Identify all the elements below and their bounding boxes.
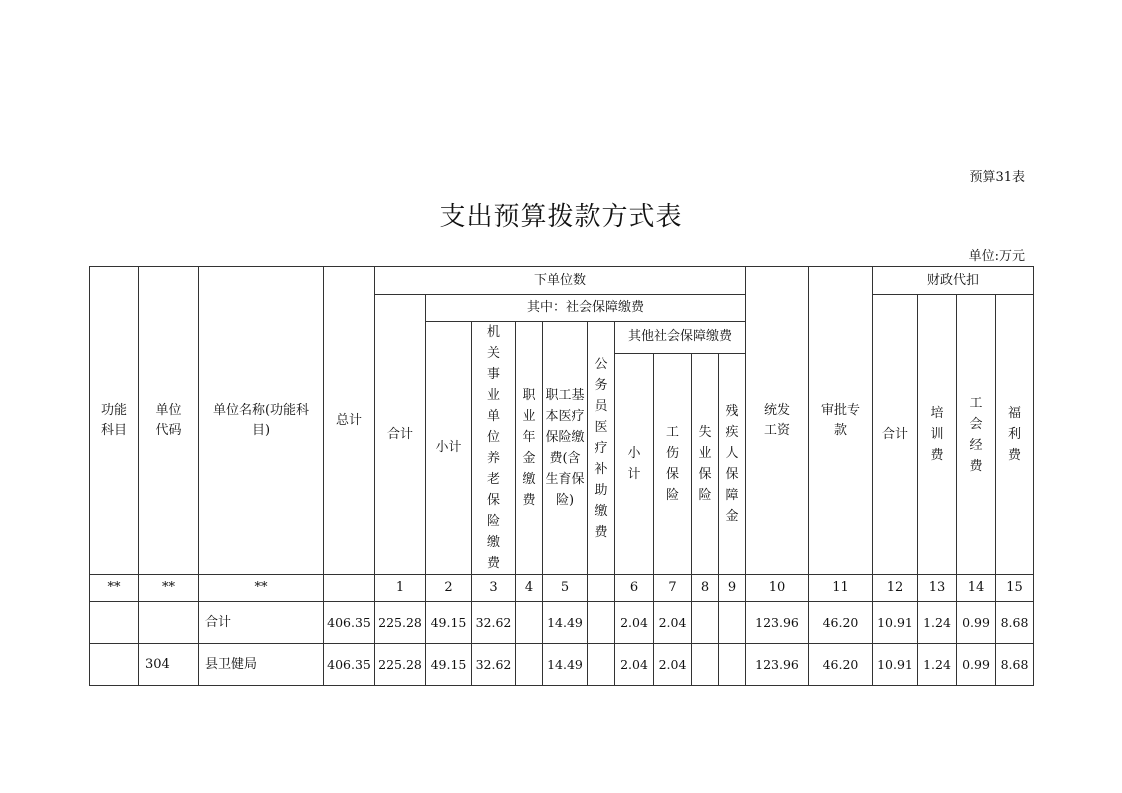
index-cell <box>324 575 375 602</box>
table-cell <box>139 602 199 644</box>
index-cell: 1 <box>375 575 426 602</box>
header-unit-code: 单位代码 <box>139 267 199 575</box>
index-cell: 11 <box>809 575 873 602</box>
table-cell: 14.49 <box>543 644 588 686</box>
index-cell: 5 <box>543 575 588 602</box>
table-cell: 123.96 <box>746 644 809 686</box>
table-cell: 0.99 <box>957 602 996 644</box>
page-title: 支出预算拨款方式表 <box>439 202 683 232</box>
table-cell: 县卫健局 <box>199 644 324 686</box>
index-cell: 7 <box>654 575 692 602</box>
table-cell <box>692 602 719 644</box>
table-cell: 10.91 <box>873 602 918 644</box>
table-cell <box>692 644 719 686</box>
table-cell: 304 <box>139 644 199 686</box>
table-cell: 10.91 <box>873 644 918 686</box>
table-cell: 123.96 <box>746 602 809 644</box>
table-cell: 2.04 <box>615 602 654 644</box>
table-cell: 46.20 <box>809 602 873 644</box>
table-cell: 32.62 <box>472 602 516 644</box>
index-cell: 15 <box>996 575 1034 602</box>
table-cell: 8.68 <box>996 644 1034 686</box>
index-cell: 8 <box>692 575 719 602</box>
table-cell: 1.24 <box>918 644 957 686</box>
table-cell: 14.49 <box>543 602 588 644</box>
table-cell: 8.68 <box>996 602 1034 644</box>
table-cell: 225.28 <box>375 602 426 644</box>
header-union-fee: 工会经费 <box>957 295 996 575</box>
table-row <box>90 602 1034 644</box>
table-cell: 406.35 <box>324 644 375 686</box>
table-cell: 2.04 <box>654 602 692 644</box>
header-func-subject: 功能科目 <box>90 267 139 575</box>
header-civil-medical: 公务员医疗补助缴费 <box>588 322 615 575</box>
table-row <box>90 644 1034 686</box>
index-cell: 6 <box>615 575 654 602</box>
header-other-subtotal: 小计 <box>615 353 654 574</box>
header-disability-fund: 残疾人保障金 <box>719 353 746 574</box>
table-cell <box>90 644 139 686</box>
index-cell: 4 <box>516 575 543 602</box>
table-number: 预算31表 <box>969 170 1025 185</box>
table-cell: 225.28 <box>375 644 426 686</box>
table-cell <box>516 644 543 686</box>
table-cell: 32.62 <box>472 644 516 686</box>
index-cell <box>588 575 615 602</box>
header-agency-pension: 机关事业单位养老保险缴费 <box>472 322 516 575</box>
header-lower-units: 下单位数 <box>375 267 746 295</box>
index-cell: 10 <box>746 575 809 602</box>
unit-label: 单位:万元 <box>968 249 1025 264</box>
header-fiscal-total: 合计 <box>873 295 918 575</box>
index-cell: 12 <box>873 575 918 602</box>
header-medical-insurance: 职工基本医疗保险缴费(含生育保险) <box>543 322 588 575</box>
table-cell: 0.99 <box>957 644 996 686</box>
header-welfare: 福利费 <box>996 295 1034 575</box>
table-cell <box>719 644 746 686</box>
header-training: 培训费 <box>918 295 957 575</box>
budget-table <box>89 266 1034 686</box>
table-cell <box>588 602 615 644</box>
header-approved-special: 审批专款 <box>809 267 873 575</box>
table-cell <box>588 644 615 686</box>
header-total: 总计 <box>324 267 375 575</box>
table-cell <box>719 602 746 644</box>
header-occupational-annuity: 职业年金缴费 <box>516 322 543 575</box>
table-cell: 49.15 <box>426 602 472 644</box>
header-subtotal: 小计 <box>426 322 472 575</box>
header-combined: 合计 <box>375 295 426 575</box>
header-other-social: 其他社会保障缴费 <box>615 322 746 354</box>
index-row <box>90 575 1034 602</box>
table-cell: 2.04 <box>615 644 654 686</box>
header-unemployment: 失业保险 <box>692 353 719 574</box>
table-cell: 49.15 <box>426 644 472 686</box>
index-cell: 9 <box>719 575 746 602</box>
table-cell <box>90 602 139 644</box>
index-cell: ** <box>139 575 199 602</box>
header-unified-salary: 统发工资 <box>746 267 809 575</box>
header-injury-insurance: 工伤保险 <box>654 353 692 574</box>
index-cell: ** <box>199 575 324 602</box>
table-cell: 406.35 <box>324 602 375 644</box>
table-cell <box>516 602 543 644</box>
index-cell: 13 <box>918 575 957 602</box>
table-cell: 46.20 <box>809 644 873 686</box>
header-unit-name: 单位名称(功能科目) <box>199 267 324 575</box>
header-social-security: 其中：社会保障缴费 <box>426 295 746 322</box>
index-cell: 3 <box>472 575 516 602</box>
table-cell: 合计 <box>199 602 324 644</box>
header-fiscal-deduction: 财政代扣 <box>873 267 1034 295</box>
index-cell: 14 <box>957 575 996 602</box>
index-cell: 2 <box>426 575 472 602</box>
table-cell: 1.24 <box>918 602 957 644</box>
index-cell: ** <box>90 575 139 602</box>
table-cell: 2.04 <box>654 644 692 686</box>
